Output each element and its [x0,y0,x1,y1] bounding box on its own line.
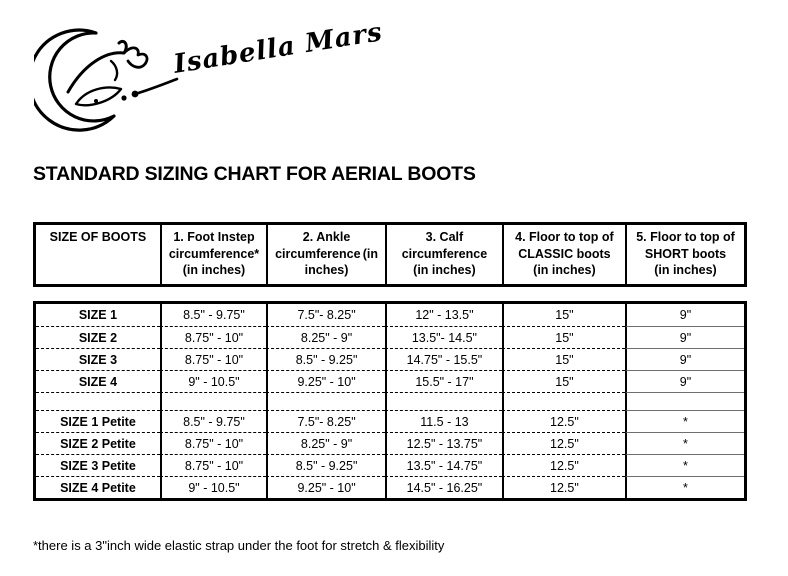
cell-size [36,392,160,410]
table-row [36,326,744,348]
cell-ankle: 8.5" - 9.25" [266,454,385,476]
header-line: 2. Ankle [302,230,351,244]
cell-foot: 9" - 10.5" [160,370,266,392]
cell-ankle: 8.25" - 9" [266,432,385,454]
cell-foot: 8.75" - 10" [160,348,266,370]
header-line: inches) [304,263,349,277]
cell-classic: 15" [502,304,625,326]
header-cell [385,225,502,284]
table-row [36,410,744,432]
brand-name: Isabella Mars [171,17,385,80]
header-cell [625,225,744,284]
header-line: circumference* [168,246,260,261]
table-row [36,348,744,370]
header-line: (in inches) [533,263,596,277]
cell-ankle: 8.25" - 9" [266,326,385,348]
cell-size: SIZE 3 Petite [36,454,160,476]
cell-short: 9" [625,304,744,326]
table-row [36,476,744,498]
cell-calf: 14.5" - 16.25" [385,476,502,498]
header-line: SHORT boots [644,246,727,261]
header-line: (in inches) [654,263,717,277]
sizing-table-body [33,301,747,501]
cell-calf: 13.5"- 14.5" [385,326,502,348]
header-line: CLASSIC boots [518,246,611,261]
cell-classic: 12.5" [502,476,625,498]
table-row [36,304,744,326]
cell-foot: 8.75" - 10" [160,454,266,476]
cell-calf: 15.5" - 17" [385,370,502,392]
cell-size: SIZE 3 [36,348,160,370]
header-line: (in inches) [413,263,476,277]
cell-classic: 15" [502,370,625,392]
header-line: SIZE OF BOOTS [49,230,147,244]
cell-calf: 12.5" - 13.75" [385,432,502,454]
cell-short: 9" [625,370,744,392]
cell-size: SIZE 2 [36,326,160,348]
cell-classic: 15" [502,348,625,370]
header-cell [502,225,625,284]
table-row [36,370,744,392]
cell-short: * [625,432,744,454]
cell-short [625,392,744,410]
logo-dot [94,99,98,103]
cell-size: SIZE 2 Petite [36,432,160,454]
cell-classic: 12.5" [502,454,625,476]
header-line: 5. Floor to top of [636,230,735,244]
cell-foot: 8.75" - 10" [160,326,266,348]
cell-short: * [625,454,744,476]
cell-calf: 12" - 13.5" [385,304,502,326]
cell-calf: 11.5 - 13 [385,410,502,432]
cell-classic: 12.5" [502,410,625,432]
cell-classic: 12.5" [502,432,625,454]
header-line: circumference [401,246,488,261]
cell-short: 9" [625,326,744,348]
cell-ankle: 7.5"- 8.25" [266,410,385,432]
footnote: *there is a 3"inch wide elastic strap under the foot for stretch & flexibility [33,538,445,553]
cell-ankle: 7.5"- 8.25" [266,304,385,326]
cell-classic: 15" [502,326,625,348]
header-line: circumference (in [275,246,379,261]
cell-foot: 9" - 10.5" [160,476,266,498]
cell-classic [502,392,625,410]
cell-ankle: 9.25" - 10" [266,370,385,392]
header-line: (in inches) [182,263,246,277]
cell-foot: 8.75" - 10" [160,432,266,454]
spacer-row [36,392,744,410]
header-line: 1. Foot Instep [173,230,255,244]
sizing-table-header [33,222,747,287]
cell-foot [160,392,266,410]
cell-ankle: 9.25" - 10" [266,476,385,498]
cell-short: * [625,476,744,498]
header-cell [36,225,160,284]
cell-ankle: 8.5" - 9.25" [266,348,385,370]
cell-size: SIZE 1 Petite [36,410,160,432]
logo-dot [121,95,126,100]
cell-foot: 8.5" - 9.75" [160,410,266,432]
table-row [36,432,744,454]
cell-calf: 14.75" - 15.5" [385,348,502,370]
header-line: 3. Calf [425,230,464,244]
cell-short: 9" [625,348,744,370]
cell-short: * [625,410,744,432]
header-cell [266,225,385,284]
cell-foot: 8.5" - 9.75" [160,304,266,326]
cell-size: SIZE 1 [78,308,118,322]
cell-ankle [266,392,385,410]
header-line: 4. Floor to top of [515,230,614,244]
table-row [36,454,744,476]
cell-size: SIZE 4 Petite [36,476,160,498]
moon-creature-logo-icon [34,24,180,136]
cell-calf [385,392,502,410]
cell-size: SIZE 4 [36,370,160,392]
cell-calf: 13.5" - 14.75" [385,454,502,476]
header-cell [160,225,266,284]
page-title: STANDARD SIZING CHART FOR AERIAL BOOTS [33,163,476,185]
